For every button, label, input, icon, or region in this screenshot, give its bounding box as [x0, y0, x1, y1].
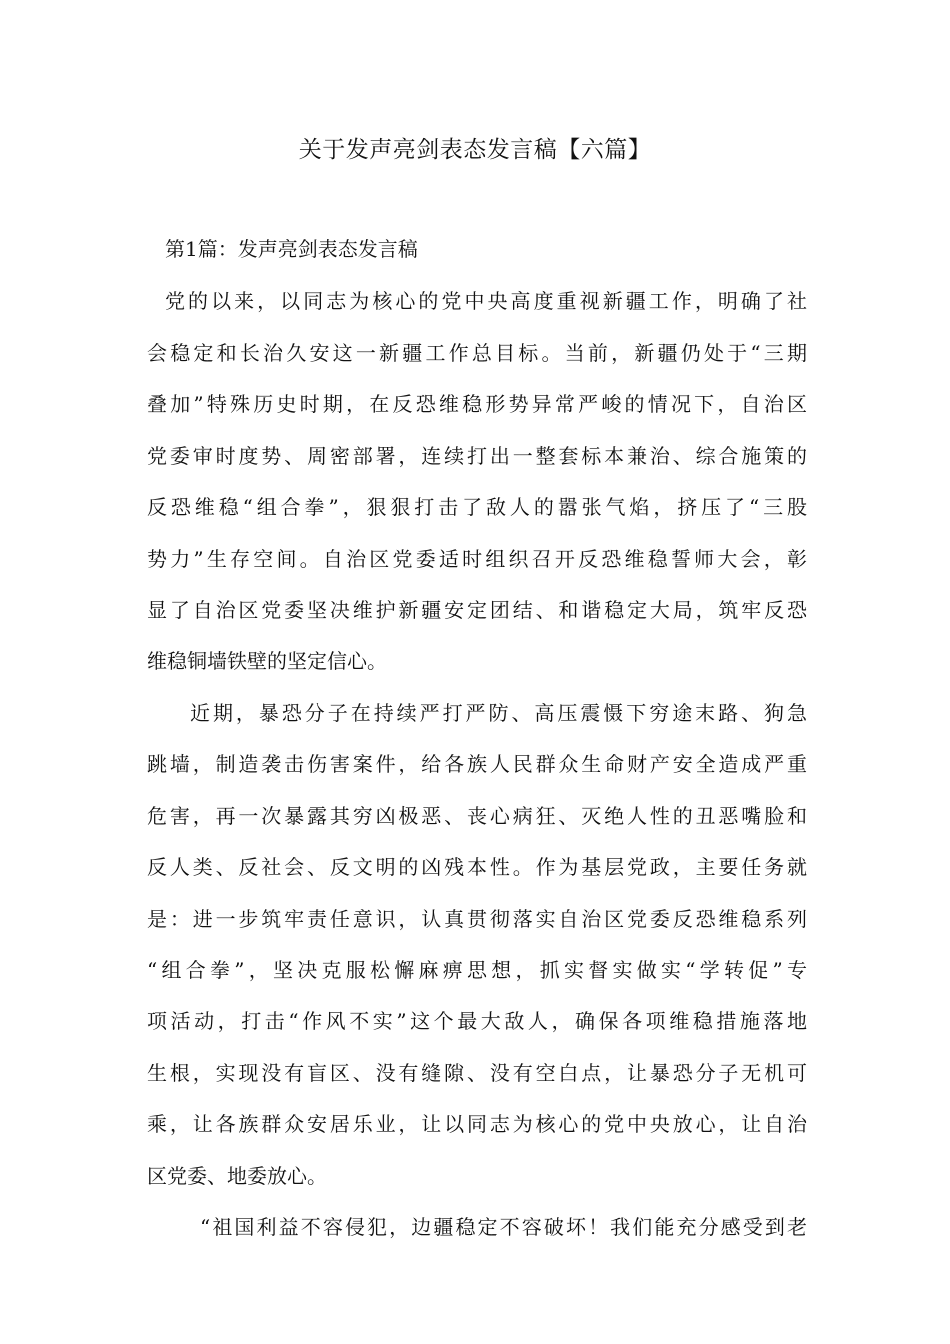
paragraph-2-line-8: 生根，实现没有盲区、没有缝隙、没有空白点，让暴恐分子无机可 — [147, 1061, 807, 1085]
paragraph-1-line-8: 维稳铜墙铁壁的坚定信心。 — [147, 649, 387, 673]
paragraph-1-line-7: 显了自治区党委坚决维护新疆安定团结、和谐稳定大局，筑牢反恐 — [147, 598, 807, 622]
paragraph-2-line-7: 项活动，打击“作风不实”这个最大敌人，确保各项维稳措施落地 — [147, 1009, 807, 1033]
paragraph-1-line-4: 党委审时度势、周密部署，连续打出一整套标本兼治、综合施策的 — [147, 444, 807, 468]
paragraph-1-line-6: 势力”生存空间。自治区党委适时组织召开反恐维稳誓师大会，彰 — [147, 547, 807, 571]
paragraph-2-line-4: 反人类、反社会、反文明的凶残本性。作为基层党政，主要任务就 — [147, 855, 807, 879]
paragraph-2-line-9: 乘，让各族群众安居乐业，让以同志为核心的党中央放心，让自治 — [147, 1112, 807, 1136]
paragraph-1-line-1: 党的以来，以同志为核心的党中央高度重视新疆工作，明确了社 — [165, 289, 807, 313]
paragraph-1-line-2: 会稳定和长治久安这一新疆工作总目标。当前，新疆仍处于“三期 — [147, 341, 807, 365]
paragraph-2-line-2: 跳墙，制造袭击伤害案件，给各族人民群众生命财产安全造成严重 — [147, 752, 807, 776]
paragraph-3-line-1: “祖国利益不容侵犯，边疆稳定不容破坏！我们能充分感受到老 — [200, 1215, 807, 1239]
paragraph-1-line-3: 叠加”特殊历史时期，在反恐维稳形势异常严峻的情况下，自治区 — [147, 392, 807, 416]
paragraph-2-line-6: “组合拳”，坚决克服松懈麻痹思想，抓实督实做实“学转促”专 — [147, 958, 807, 982]
paragraph-1-line-5: 反恐维稳“组合拳”，狠狠打击了敌人的嚣张气焰，挤压了“三股 — [147, 495, 807, 519]
paragraph-2-line-3: 危害，再一次暴露其穷凶极恶、丧心病狂、灭绝人性的丑恶嘴脸和 — [147, 804, 807, 828]
section-heading: 第1篇：发声亮剑表态发言稿 — [165, 237, 418, 261]
paragraph-2-line-10: 区党委、地委放心。 — [147, 1164, 327, 1188]
paragraph-2-line-1: 近期，暴恐分子在持续严打严防、高压震慑下穷途末路、狗急 — [190, 701, 807, 725]
document-title: 关于发声亮剑表态发言稿【六篇】 — [298, 137, 652, 163]
paragraph-2-line-5: 是：进一步筑牢责任意识，认真贯彻落实自治区党委反恐维稳系列 — [147, 907, 807, 931]
